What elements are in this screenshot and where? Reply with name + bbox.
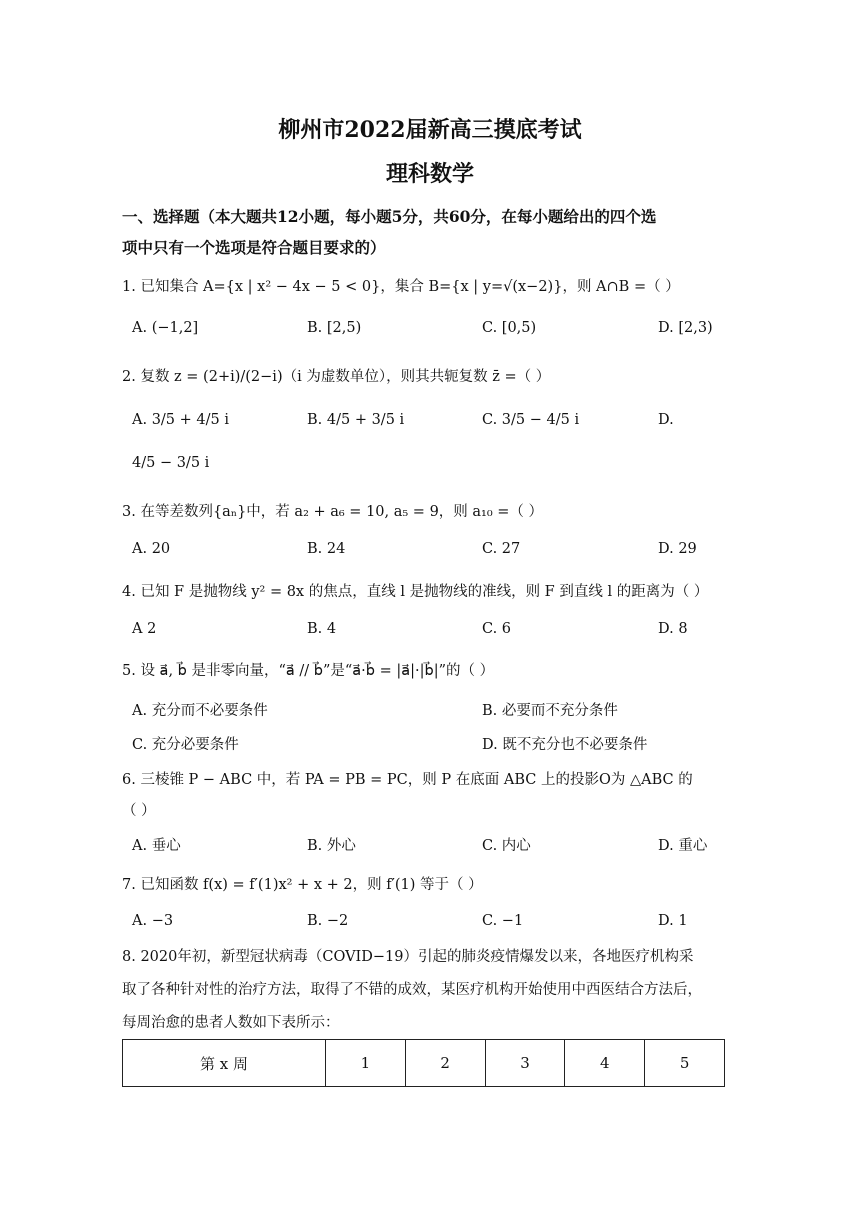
table-cell-week-2: 2 (405, 1040, 485, 1087)
q1-option-a: A. (−1,2] (132, 320, 199, 336)
q5-option-a: A. 充分而不必要条件 (132, 703, 268, 719)
q1-option-b: B. [2,5) (307, 320, 362, 336)
q7-option-d: D. 1 (658, 913, 688, 929)
q4-option-c: C. 6 (482, 621, 512, 637)
exam-title: 柳州市2022届新高三摸底考试 (278, 117, 582, 143)
q3-option-d: D. 29 (658, 541, 697, 557)
question-8-stem-line2: 取了各种针对性的治疗方法，取得了不错的成效，某医疗机构开始使用中西医结合方法后， (122, 982, 702, 998)
q1-option-d: D. [2,3) (658, 320, 713, 336)
q7-option-c: C. −1 (482, 913, 524, 929)
question-6-stem-line2: （ ） (122, 803, 156, 819)
question-8-stem-line1: 8. 2020年初，新型冠状病毒（COVID−19）引起的肺炎疫情爆发以来，各地医疗机构采 (122, 949, 694, 965)
q5-option-c: C. 充分必要条件 (132, 737, 239, 753)
q6-option-d: D. 重心 (658, 838, 708, 854)
q3-option-a: A. 20 (132, 541, 171, 557)
section-heading-line2: 项中只有一个选项是符合题目要求的） (122, 238, 386, 257)
q4-option-a: A 2 (132, 621, 157, 637)
q2-option-c: C. 3/5 − 4/5 i (482, 412, 580, 428)
q2-option-d: D. (658, 412, 674, 428)
question-4-stem: 4. 已知 F 是抛物线 y² = 8x 的焦点，直线 l 是抛物线的准线，则 F 到直线 l 的距离为（ ） (122, 584, 709, 600)
question-8-stem-line3: 每周治愈的患者人数如下表所示： (122, 1015, 340, 1031)
q7-option-b: B. −2 (307, 913, 349, 929)
question-1-stem: 1. 已知集合 A={x | x² − 4x − 5 < 0}，集合 B={x | y=√(x−2)}，则 A∩B =（ ） (122, 279, 680, 295)
table-cell-week-1: 1 (326, 1040, 406, 1087)
question-7-stem: 7. 已知函数 f(x) = f′(1)x² + x + 2，则 f′(1) 等于（ ） (122, 877, 483, 893)
q4-option-d: D. 8 (658, 621, 688, 637)
cure-count-table (122, 1039, 725, 1087)
q6-option-a: A. 垂心 (132, 838, 181, 854)
q3-option-b: B. 24 (307, 541, 346, 557)
question-3-stem: 3. 在等差数列{aₙ}中，若 a₂ + a₆ = 10, a₅ = 9，则 a₁₀ =（ ） (122, 504, 544, 520)
question-5-stem: 5. 设 a⃗, b⃗ 是非零向量，“a⃗ // b⃗”是“a⃗·b⃗ = |a⃗|·|b⃗|”的（ ） (122, 663, 495, 679)
table-cell-week-3: 3 (485, 1040, 565, 1087)
table-row (123, 1040, 725, 1087)
question-2-stem: 2. 复数 z = (2+i)/(2−i)（i 为虚数单位），则其共轭复数 z̄ =（ ） (122, 369, 551, 385)
q6-option-c: C. 内心 (482, 838, 531, 854)
q3-option-c: C. 27 (482, 541, 521, 557)
q2-option-a: A. 3/5 + 4/5 i (132, 412, 229, 428)
q2-option-d-value: 4/5 − 3/5 i (132, 455, 210, 471)
table-cell-week-5: 5 (645, 1040, 725, 1087)
exam-subtitle: 理科数学 (385, 161, 474, 187)
q2-option-b: B. 4/5 + 3/5 i (307, 412, 405, 428)
q6-option-b: B. 外心 (307, 838, 356, 854)
question-6-stem: 6. 三棱锥 P − ABC 中，若 PA = PB = PC，则 P 在底面 ABC 上的投影O为 △ABC 的 (122, 772, 693, 788)
q5-option-d: D. 既不充分也不必要条件 (482, 737, 648, 753)
q7-option-a: A. −3 (132, 913, 174, 929)
table-header-cell: 第 x 周 (123, 1040, 326, 1087)
q1-option-c: C. [0,5) (482, 320, 537, 336)
section-heading-line1: 一、选择题（本大题共12小题，每小题5分，共60分，在每小题给出的四个选 (122, 207, 657, 226)
q4-option-b: B. 4 (307, 621, 337, 637)
q5-option-b: B. 必要而不充分条件 (482, 703, 618, 719)
table-cell-week-4: 4 (565, 1040, 645, 1087)
